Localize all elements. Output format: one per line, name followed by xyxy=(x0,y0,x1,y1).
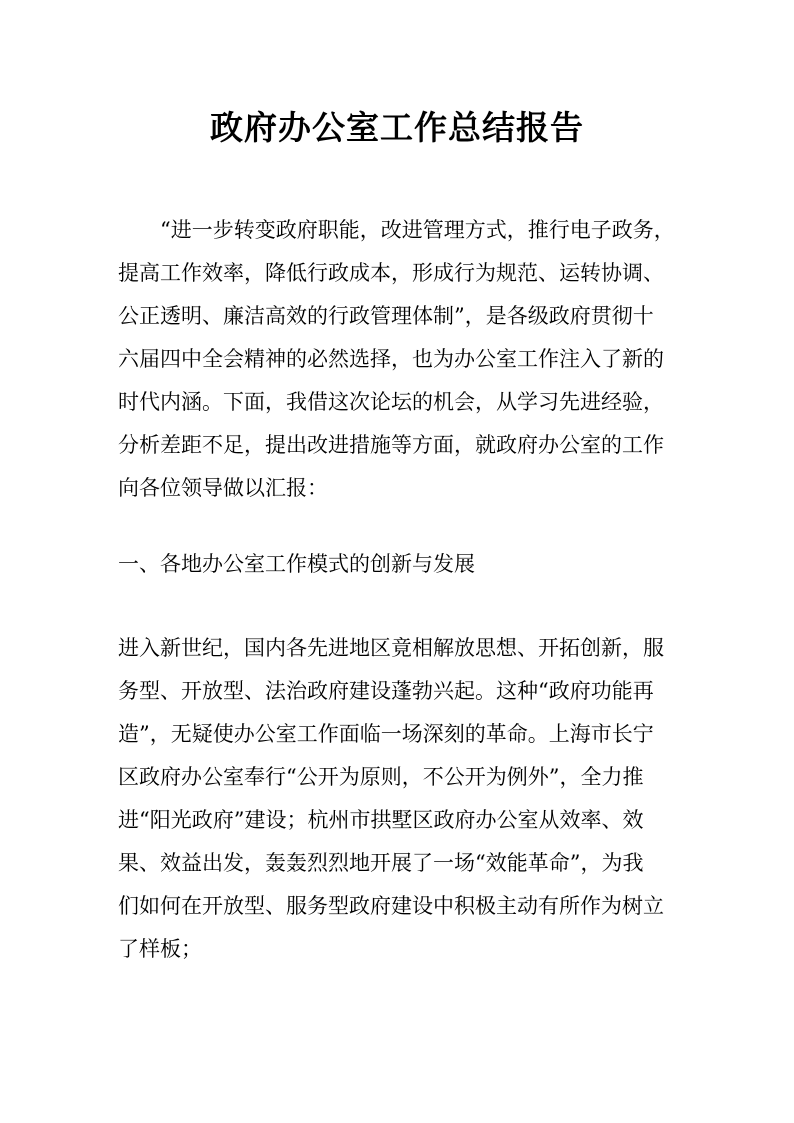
intro-line-7: 向各位领导做以汇报： xyxy=(118,476,328,500)
intro-line-3: 公正透明、廉洁高效的行政管理体制”，是各级政府贯彻十 xyxy=(118,304,654,328)
document-title: 政府办公室工作总结报告 xyxy=(210,108,584,147)
intro-line-4: 六届四中全会精神的必然选择，也为办公室工作注入了新的 xyxy=(118,347,664,371)
intro-line-5: 时代内涵。下面，我借这次论坛的机会，从学习先进经验， xyxy=(118,390,664,414)
intro-line-6: 分析差距不足，提出改进措施等方面，就政府办公室的工作 xyxy=(118,433,664,457)
section-line-1: 进入新世纪，国内各先进地区竟相解放思想、开拓创新，服 xyxy=(118,636,664,660)
section-heading: 一、各地办公室工作模式的创新与发展 xyxy=(118,552,475,576)
section-line-5: 进“阳光政府”建设；杭州市拱墅区政府办公室从效率、效 xyxy=(118,808,644,832)
section-line-6: 果、效益出发，轰轰烈烈地开展了一场“效能革命”，为我 xyxy=(118,851,644,875)
section-line-2: 务型、开放型、法治政府建设蓬勃兴起。这种“政府功能再 xyxy=(118,679,654,703)
intro-line-1: “进一步转变政府职能，改进管理方式，推行电子政务， xyxy=(160,218,675,242)
section-line-8: 了样板； xyxy=(118,937,202,961)
section-line-7: 们如何在开放型、服务型政府建设中积极主动有所作为树立 xyxy=(118,894,664,918)
intro-line-2: 提高工作效率，降低行政成本，形成行为规范、运转协调、 xyxy=(118,261,664,285)
section-line-4: 区政府办公室奉行“公开为原则，不公开为例外”，全力推 xyxy=(118,765,644,789)
section-line-3: 造”，无疑使办公室工作面临一场深刻的革命。上海市长宁 xyxy=(118,722,654,746)
